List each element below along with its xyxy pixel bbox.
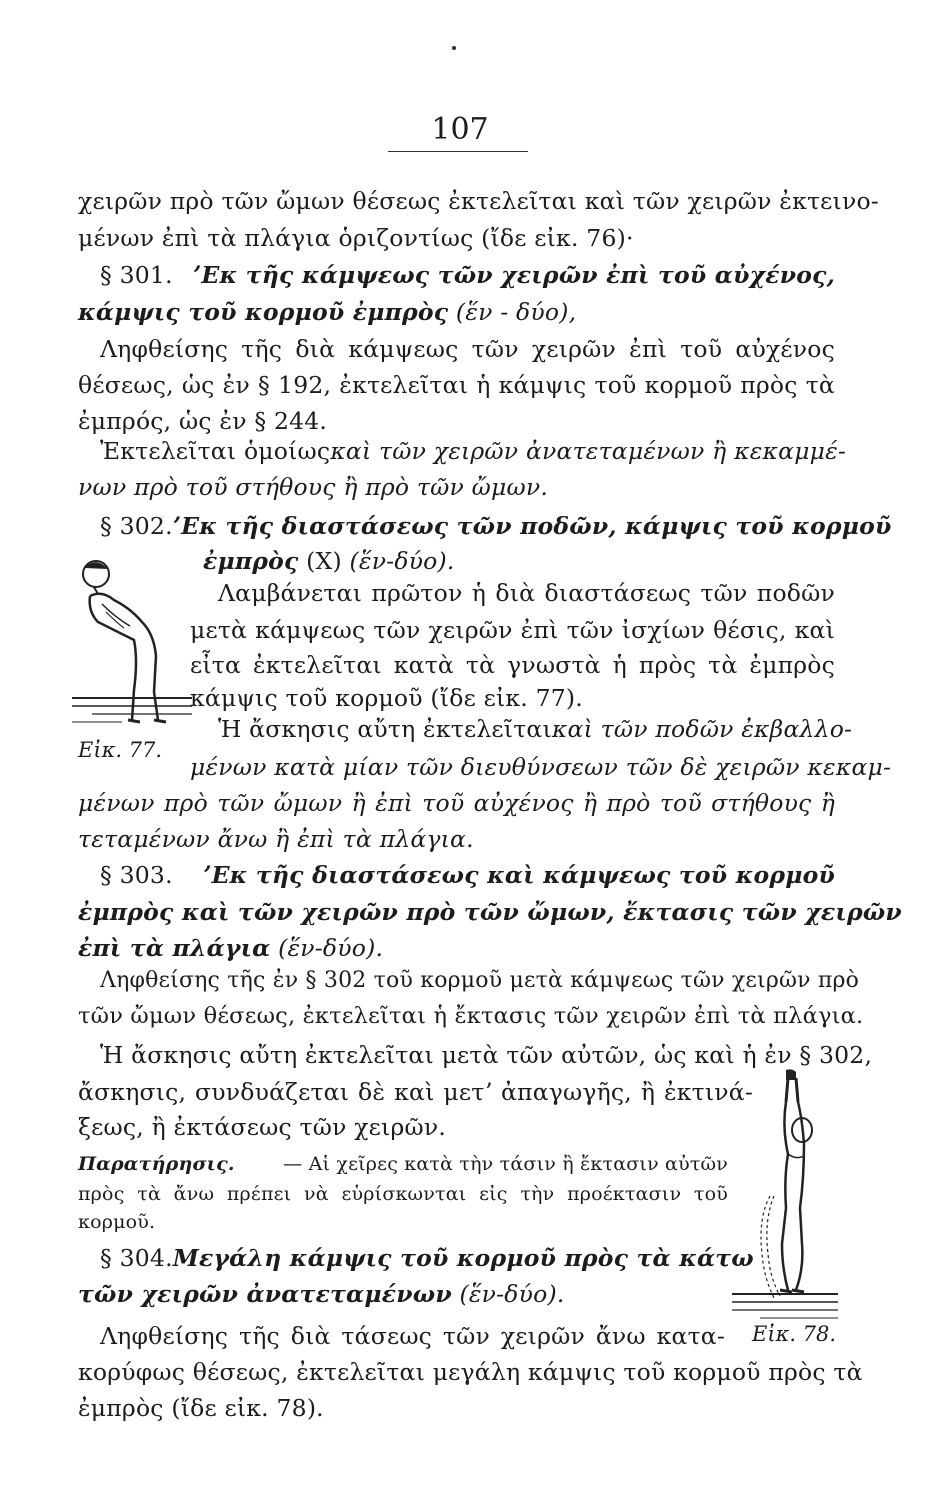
text-line: Λαμβάνεται πρῶτον ἡ διὰ διαστάσεως τῶν ποδῶν: [218, 579, 835, 607]
text-line: ἐμπρός, ὡς ἐν § 244.: [78, 407, 328, 435]
section-303-heading-cont: [78, 933, 383, 963]
text-line: Ληφθείσης τῆς διὰ κάμψεως τῶν χειρῶν ἐπὶ τοῦ αὐχένος: [100, 335, 835, 363]
section-302-heading: [100, 511, 892, 541]
figure-77-caption: Εἰκ. 77.: [78, 738, 163, 762]
text-line: Ληφθείσης τῆς διὰ τάσεως τῶν χειρῶν ἄνω κατα-: [100, 1322, 725, 1350]
text-run: — Αἱ χεῖρες κατὰ τὴν τάσιν ἢ ἔκτασιν αὐτῶν: [283, 1153, 728, 1175]
text-line: θέσεως, ὡς ἐν § 192, ἐκτελεῖται ἡ κάμψις τοῦ κορμοῦ πρὸς τὰ: [78, 371, 835, 399]
section-number: § 304.: [100, 1244, 173, 1272]
text-run: Ἡ ἄσκησις αὔτη ἐκτελεῖται: [218, 715, 552, 743]
text-run: Ἐκτελεῖται ὁμοίως: [100, 437, 331, 465]
section-304-heading-cont: [78, 1279, 565, 1309]
note-line: πρὸς τὰ ἄνω πρέπει νὰ εὑρίσκωνται εἰς τὴν προέκτασιν τοῦ: [78, 1183, 728, 1205]
count-label: (ἕν-δύο).: [349, 547, 455, 575]
note-line: [78, 1150, 728, 1178]
section-title: ἐπὶ τὰ πλάγια: [78, 934, 271, 962]
section-title: τῶν χειρῶν ἀνατεταμένων: [78, 1280, 452, 1308]
text-line: [218, 714, 853, 744]
section-title: Μεγάλη κάμψις τοῦ κορμοῦ πρὸς τὰ κάτω: [172, 1244, 754, 1272]
section-302-heading-cont: [203, 546, 455, 576]
text-line: εἶτα ἐκτελεῖται κατὰ τὰ γνωστὰ ἡ πρὸς τὰ ἐμπρὸς: [190, 651, 835, 679]
ink-speck: [452, 46, 456, 50]
section-304-heading: [100, 1243, 754, 1273]
section-title: ʼΕκ τῆς διαστάσεως τῶν ποδῶν, κάμψις τοῦ κορμοῦ: [172, 512, 892, 540]
page-number: 107: [431, 112, 489, 147]
text-line: κορύφως θέσεως, ἐκτελεῖται μεγάλη κάμψις τοῦ κορμοῦ πρὸς τὰ: [78, 1358, 863, 1386]
text-line: Ἡ ἄσκησις αὔτη ἐκτελεῖται μετὰ τῶν αὐτῶν, ὡς καὶ ἡ ἐν § 302,: [100, 1041, 873, 1069]
text-line: μένων πρὸ τῶν ὤμων ἢ ἐπὶ τοῦ αὐχένος ἢ πρὸ τοῦ στήθους ἢ: [78, 789, 835, 817]
section-mark: (Χ): [306, 547, 342, 575]
note-label: Παρατήρησις.: [78, 1153, 235, 1175]
section-303-heading: [100, 860, 835, 890]
section-title: ʼΕκ τῆς κάμψεως τῶν χειρῶν ἐπὶ τοῦ αὐχένος,: [193, 261, 835, 289]
text-line: ξεως, ἢ ἐκτάσεως τῶν χειρῶν.: [78, 1113, 446, 1141]
text-line: μένων κατὰ μίαν τῶν διευθύνσεων τῶν δὲ χειρῶν κεκαμ-: [190, 753, 892, 781]
text-line: [100, 436, 847, 466]
count-label: (ἕν-δύο).: [459, 1280, 565, 1308]
text-line: ἄσκησις, συνδυάζεται δὲ καὶ μετʼ ἀπαγωγῆς, ἢ ἐκτινά-: [78, 1078, 753, 1106]
text-line: τῶν ὤμων θέσεως, ἐκτελεῖται ἡ ἔκτασις τῶν χειρῶν ἐπὶ τὰ πλάγια.: [78, 1003, 864, 1029]
text-line: μετὰ κάμψεως τῶν χειρῶν ἐπὶ τῶν ἰσχίων θέσις, καὶ: [190, 616, 835, 644]
section-title: ʼΕκ τῆς διαστάσεως καὶ κάμψεως τοῦ κορμοῦ: [203, 861, 835, 889]
text-run: καὶ τῶν ποδῶν ἐκβαλλο-: [551, 715, 853, 743]
section-title: ἐμπρὸς: [203, 547, 299, 575]
section-title: ἐμπρὸς καὶ τῶν χειρῶν πρὸ τῶν ὤμων, ἔκτασις τῶν χειρῶν: [78, 898, 902, 926]
text-run: καὶ τῶν χειρῶν ἀνατεταμένων ἢ κεκαμμέ-: [330, 437, 847, 465]
section-number: § 303.: [100, 861, 173, 889]
text-line: κάμψις τοῦ κορμοῦ (ἴδε εἰκ. 77).: [190, 684, 583, 712]
figure-78-caption: Εἰκ. 78.: [752, 1322, 837, 1346]
count-label: (ἕν - δύο),: [455, 298, 577, 326]
note-line: κορμοῦ.: [78, 1211, 156, 1233]
text-line: τεταμένων ἄνω ἢ ἐπὶ τὰ πλάγια.: [78, 825, 474, 853]
section-number: § 302.: [100, 512, 173, 540]
text-line: μένων ἐπὶ τὰ πλάγια ὁριζοντίως (ἴδε εἰκ. 76)·: [78, 224, 634, 252]
section-301-heading-cont: [78, 297, 576, 327]
section-title: κάμψις τοῦ κορμοῦ ἐμπρὸς: [78, 298, 449, 326]
count-label: (ἕν-δύο).: [278, 934, 384, 962]
text-line: Ληφθείσης τῆς ἐν § 302 τοῦ κορμοῦ μετὰ κάμψεως τῶν χειρῶν πρὸ: [100, 968, 860, 993]
figure-78-illustration: [730, 1068, 840, 1326]
text-line: νων πρὸ τοῦ στήθους ἢ πρὸ τῶν ὤμων.: [78, 473, 549, 501]
text-line: ἐμπρὸς (ἴδε εἰκ. 78).: [78, 1394, 324, 1422]
text-line: χειρῶν πρὸ τῶν ὤμων θέσεως ἐκτελεῖται καὶ τῶν χειρῶν ἐκτεινο-: [78, 187, 879, 215]
section-301-heading: [100, 260, 835, 290]
page-number-rule: [388, 151, 528, 152]
figure-77-illustration: [72, 560, 192, 740]
section-number: § 301.: [100, 261, 173, 289]
